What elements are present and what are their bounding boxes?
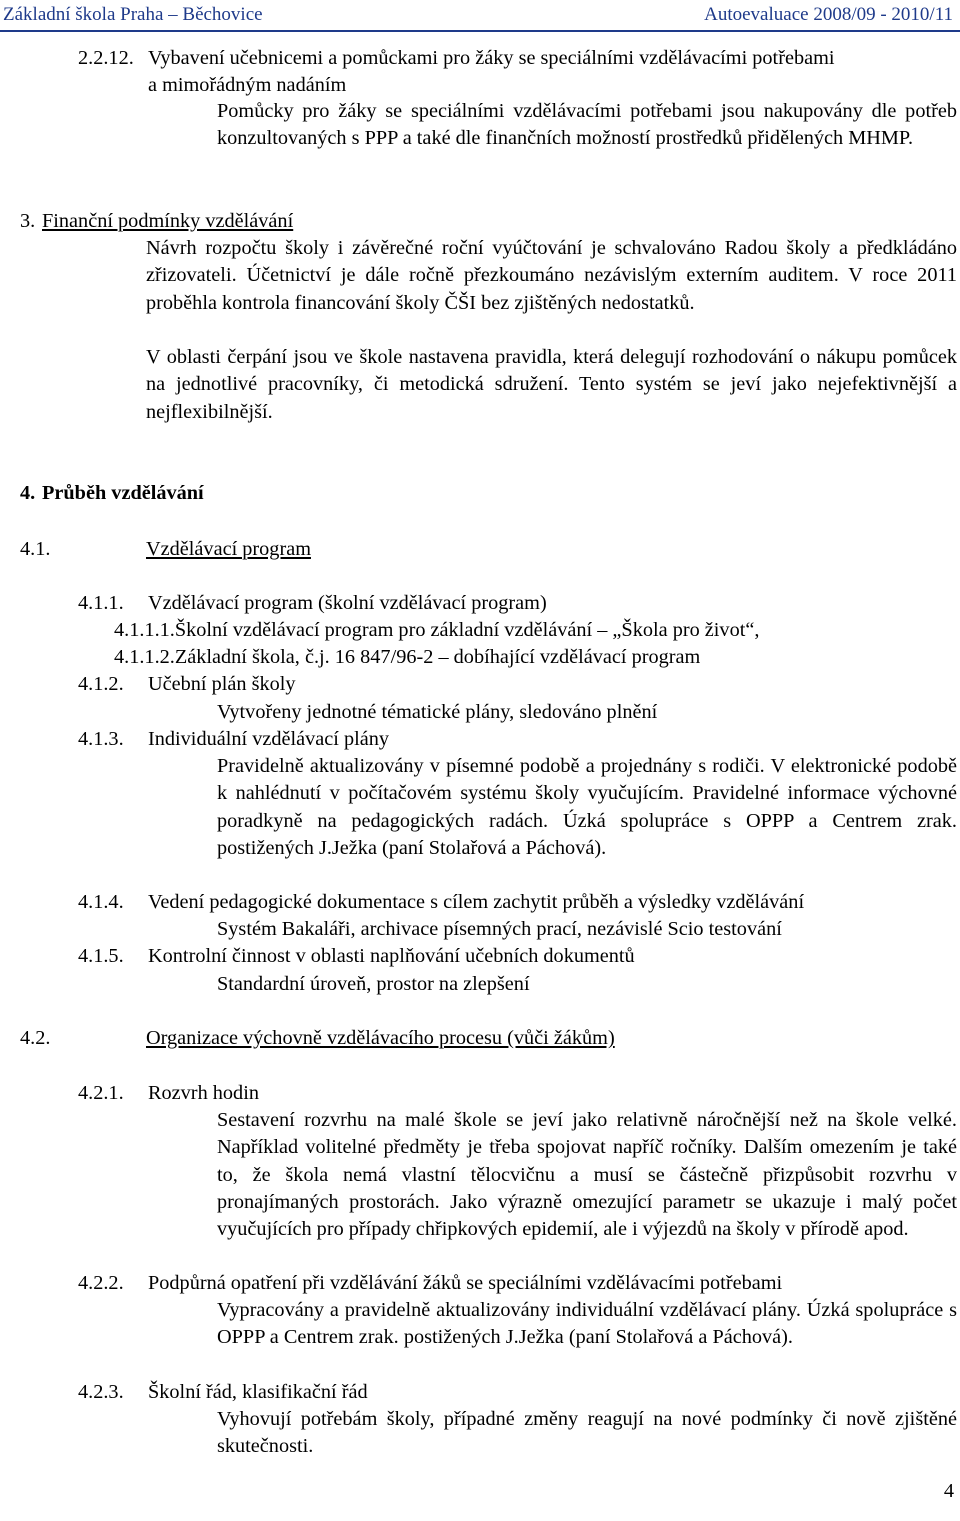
header-divider bbox=[0, 30, 960, 32]
section-4-2-number: 4.2. bbox=[20, 1027, 51, 1049]
section-4-1-5-text: Standardní úroveň, prostor na zlepšení bbox=[217, 973, 530, 995]
section-3-number: 3. bbox=[20, 210, 36, 232]
page-number: 4 bbox=[943, 1480, 954, 1502]
header-school-name: Základní škola Praha – Běchovice bbox=[3, 4, 263, 25]
section-4-2-3-text: Vyhovují potřebám školy, případné změny reagují na nové podmínky či nově zjištěné skutečnosti. bbox=[217, 1408, 957, 1458]
section-4-2-3-title: Školní řád, klasifikační řád bbox=[148, 1381, 368, 1403]
section-4-1-4-title: Vedení pedagogické dokumentace s cílem zachytit průběh a výsledky vzdělávání bbox=[148, 891, 805, 913]
section-4-1-1-title: Vzdělávací program (školní vzdělávací program) bbox=[148, 592, 547, 614]
section-4-2-1-number: 4.2.1. bbox=[78, 1082, 124, 1104]
section-4-1-4-text: Systém Bakaláři, archivace písemných prací, nezávislé Scio testování bbox=[217, 918, 782, 940]
section-4-2-3-number: 4.2.3. bbox=[78, 1381, 124, 1403]
header-report-title: Autoevaluace 2008/09 - 2010/11 bbox=[704, 4, 953, 25]
section-4-1-1-1-item: 4.1.1.1.Školní vzdělávací program pro základní vzdělávání – „Škola pro život“, bbox=[114, 619, 760, 641]
section-2-2-12-title-line2: a mimořádným nadáním bbox=[148, 74, 347, 96]
section-4-2-2-number: 4.2.2. bbox=[78, 1272, 124, 1294]
section-4-1-title: Vzdělávací program bbox=[146, 538, 311, 560]
section-4-1-2-text: Vytvořeny jednotné tématické plány, sledováno plnění bbox=[217, 701, 658, 723]
section-2-2-12-number: 2.2.12. bbox=[78, 47, 134, 69]
section-4-2-title: Organizace výchovně vzdělávacího procesu (vůči žákům) bbox=[146, 1027, 615, 1049]
section-2-2-12-text: Pomůcky pro žáky se speciálními vzdělávacími potřebami jsou nakupovány dle potřeb konzultovaných s PPP a také dle finančních možností prostředků přidělených MHMP. bbox=[217, 100, 957, 150]
section-4-1-2-title: Učební plán školy bbox=[148, 673, 296, 695]
section-4-1-3-text: Pravidelně aktualizovány v písemné podobě a projednány s rodiči. V elektronické podobě k nahlédnutí v počítačovém systému školy vyučujícím. Pravidelné informace výchovné poradkyně na pedagogických radách. Úzká spolupráce s OPPP a Centrem zrak. postižených J.Ježka (paní Stolařová a Páchová). bbox=[217, 755, 957, 859]
section-4-1-number: 4.1. bbox=[20, 538, 51, 560]
section-3-paragraph-1: Návrh rozpočtu školy i závěrečné roční vyúčtování je schvalováno Radou školy a předkládáno zřizovateli. Účetnictví je dále ročně přezkoumáno nezávislým externím auditem. V roce 2011 proběhla kontrola financování školy ČŠI bez zjištěných nedostatků. bbox=[146, 237, 957, 314]
section-4-1-4-number: 4.1.4. bbox=[78, 891, 124, 913]
section-4-2-2-title: Podpůrná opatření při vzdělávání žáků se speciálními vzdělávacími potřebami bbox=[148, 1272, 783, 1294]
section-4-2-1-title: Rozvrh hodin bbox=[148, 1082, 259, 1104]
section-4-2-2-text: Vypracovány a pravidelně aktualizovány individuální vzdělávací plány. Úzká spolupráce s OPPP a Centrem zrak. postižených J.Ježka (paní Stolařová a Páchová). bbox=[217, 1299, 957, 1349]
section-4-1-5-number: 4.1.5. bbox=[78, 945, 124, 967]
section-4-1-3-number: 4.1.3. bbox=[78, 728, 124, 750]
section-4-title: Průběh vzdělávání bbox=[42, 482, 204, 504]
section-4-1-1-2-item: 4.1.1.2.Základní škola, č.j. 16 847/96-2 – dobíhající vzdělávací program bbox=[114, 646, 701, 668]
section-4-1-3-title: Individuální vzdělávací plány bbox=[148, 728, 390, 750]
section-4-1-2-number: 4.1.2. bbox=[78, 673, 124, 695]
section-4-2-1-text: Sestavení rozvrhu na malé škole se jeví jako relativně náročnější než na škole velké. Například volitelné předměty je třeba spojovat napříč ročníky. Dalším omezením je také to, že škola nemá vlastní tělocvičnu a musí se částečně přizpůsobit rozvrhu v pronajímaných prostorách. Jako výrazně omezující parametr se ukazuje i malý počet vyučujících pro případy chřipkových epidemií, ale i výjezdů na školy v přírodě apod. bbox=[217, 1109, 957, 1241]
section-3-paragraph-2: V oblasti čerpání jsou ve škole nastavena pravidla, která delegují rozhodování o nákupu pomůcek na jednotlivé pracovníky, či metodická sdružení. Tento systém se jeví jako nejefektivnější a nejflexibilnější. bbox=[146, 346, 957, 423]
section-4-1-1-number: 4.1.1. bbox=[78, 592, 124, 614]
section-4-number: 4. bbox=[20, 482, 36, 504]
section-3-title: Finanční podmínky vzdělávání bbox=[42, 210, 294, 232]
section-4-1-5-title: Kontrolní činnost v oblasti naplňování učebních dokumentů bbox=[148, 945, 635, 967]
section-2-2-12-title-line1: Vybavení učebnicemi a pomůckami pro žáky se speciálními vzdělávacími potřebami bbox=[148, 47, 835, 69]
